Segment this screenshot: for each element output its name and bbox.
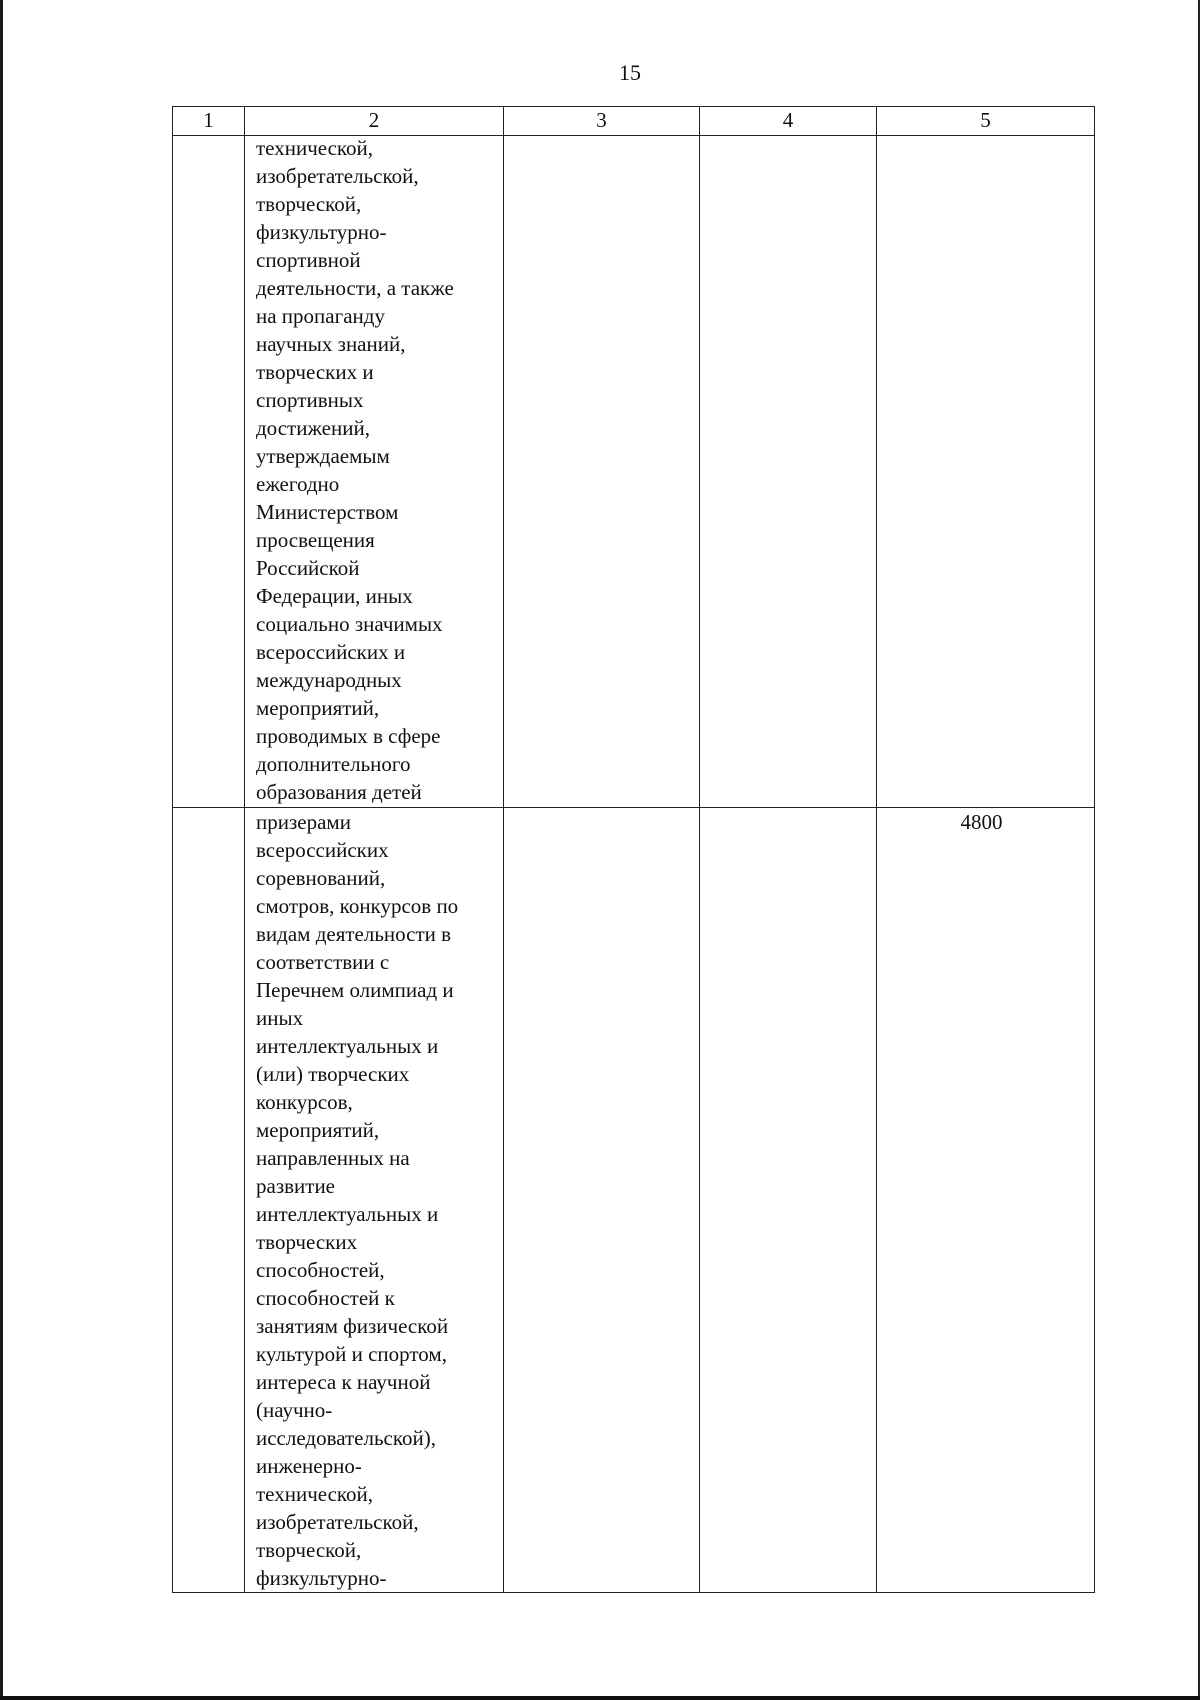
table-cell-col5: [877, 136, 1095, 808]
table-cell-col1: [173, 136, 245, 808]
table-cell-col2: [245, 136, 504, 808]
table-cell-col2: [245, 808, 504, 1593]
table-cell-col4: [700, 808, 877, 1593]
table-row: [173, 808, 1095, 1593]
table-cell-col1: [173, 808, 245, 1593]
column-header-4: 4: [700, 107, 877, 136]
table-row: [173, 136, 1095, 808]
column-header-3: 3: [504, 107, 700, 136]
scan-edge-bottom: [0, 1696, 1200, 1700]
document-table: [172, 106, 1095, 1593]
table-cell-col3: [504, 808, 700, 1593]
column-header-2: 2: [245, 107, 504, 136]
column-header-5: 5: [877, 107, 1095, 136]
table-cell-col5: [877, 808, 1095, 1593]
row-description: технической, изобретательской, творческой, физкультурно- спортивной деятельности, а также на пропаганду научных знаний, творческих и спортивных достижений, утверждаемым ежегодно Министерством просвещения Российской Федерации, иных социально значимых всероссийских и международных мероприятий, проводимых в сфере дополнительного образования детей: [256, 136, 454, 804]
column-header-1: 1: [173, 107, 245, 136]
table-cell-col3: [504, 136, 700, 808]
table-header-row: [173, 107, 1095, 136]
amount-value: 4800: [960, 810, 1003, 834]
page-number: 15: [619, 60, 641, 85]
table-cell-col4: [700, 136, 877, 808]
row-description: призерами всероссийских соревнований, смотров, конкурсов по видам деятельности в соответствии с Перечнем олимпиад и иных интеллектуальных и (или) творческих конкурсов, мероприятий, направленных на развитие интеллектуальных и творческих способностей, способностей к занятиям физической культурой и спортом, интереса к научной (научно- исследовательской), инженерно- технической, изобретательской, творческой, физкультурно-: [256, 810, 459, 1590]
scan-edge-left: [0, 0, 3, 1700]
